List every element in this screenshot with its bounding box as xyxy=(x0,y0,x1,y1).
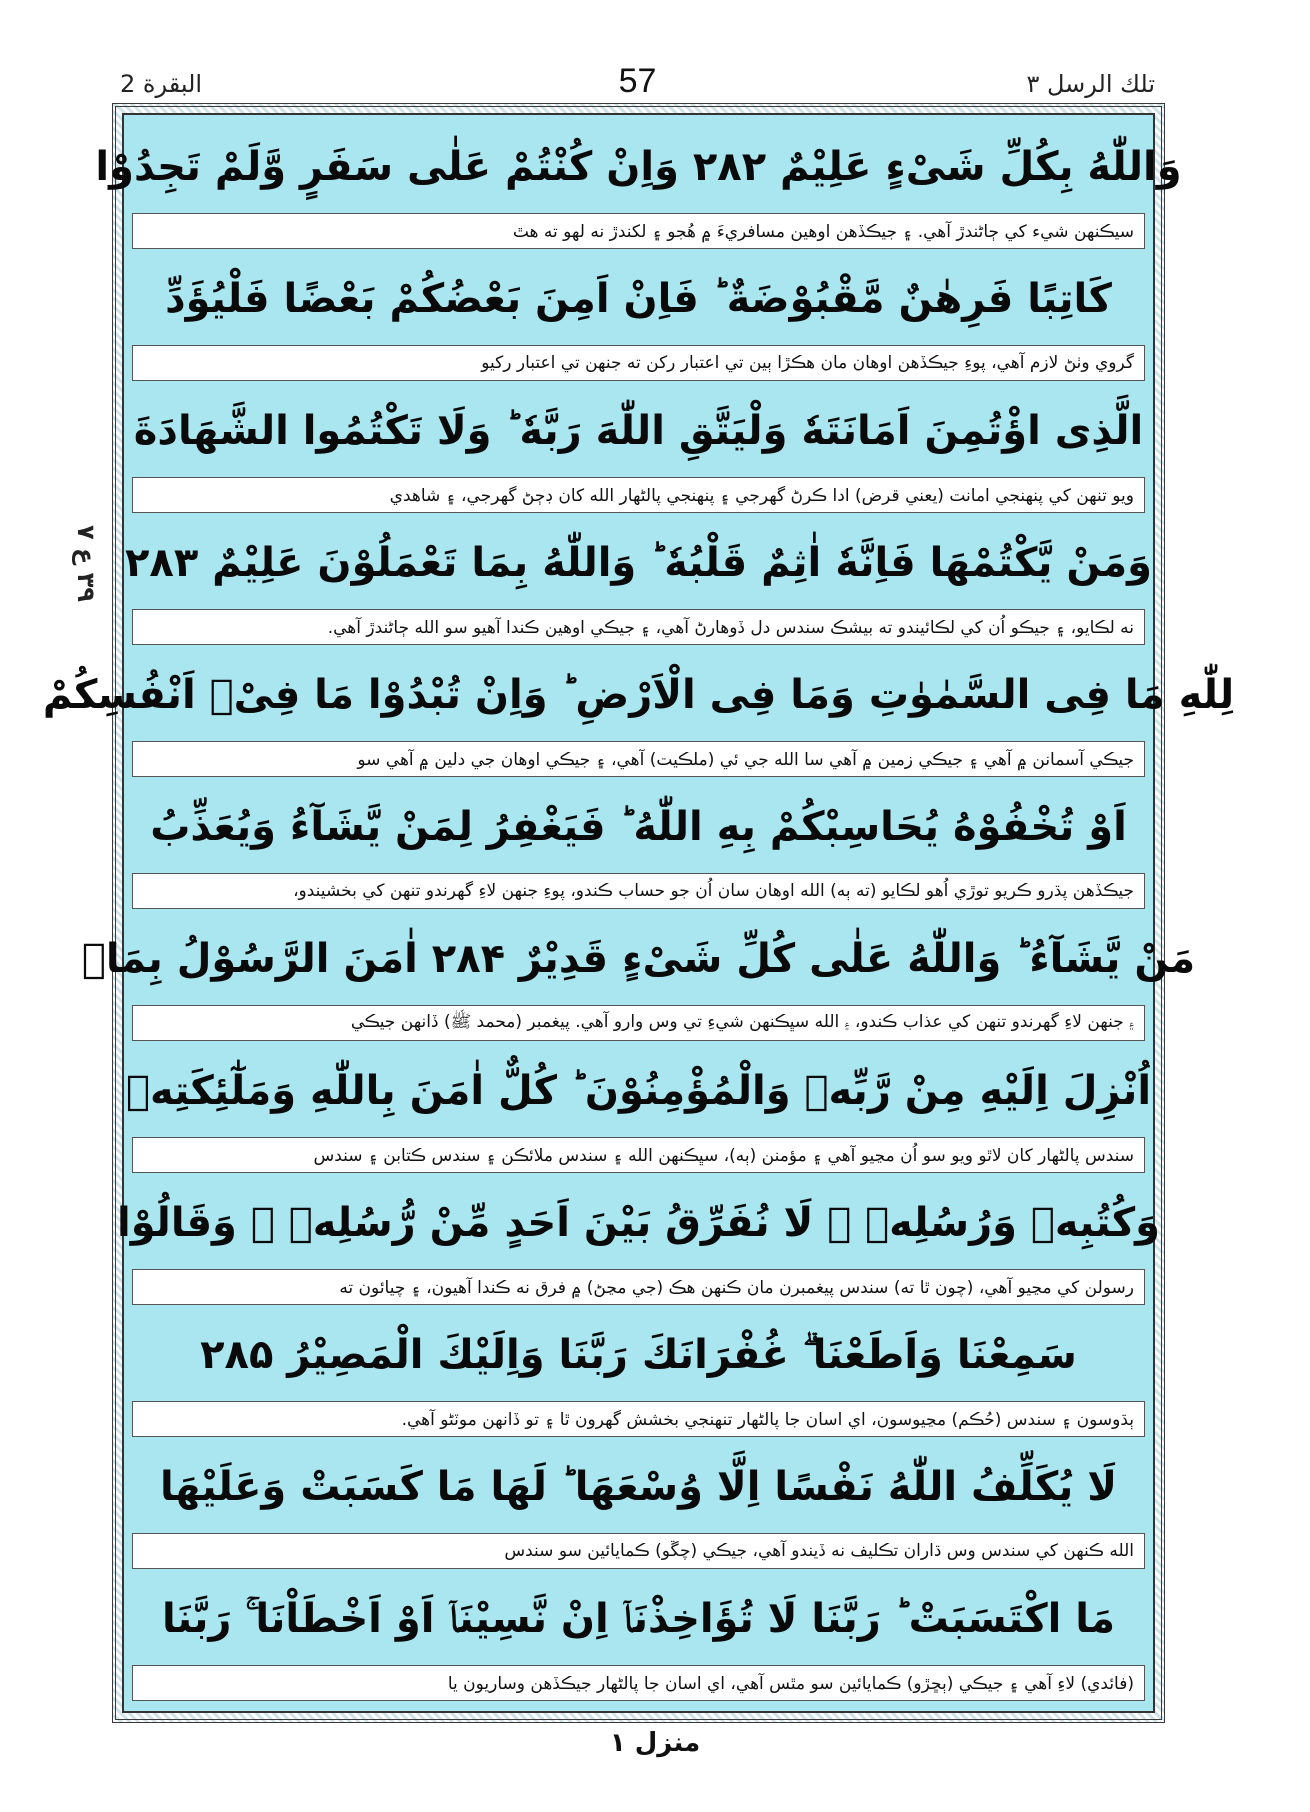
arabic-line: لِلّٰهِ مَا فِی السَّمٰوٰتِ وَمَا فِی الْاَرْضِ ؕ وَاِنْ تُبْدُوْا مَا فِیْۤ اَنْفُسِكُمْ xyxy=(42,672,1235,718)
translation-line: (فائدي) لاءِ آهي ۽ جيڪي (ٻڇڙو) ڪمايائين سو مٿس آهي، اي اسان جا پالڻهار جيڪڏهن وساريون يا xyxy=(132,1665,1145,1701)
arabic-line: اُنْزِلَ اِلَیْهِ مِنْ رَّبِّهٖ وَالْمُؤْمِنُوْنَ ؕ كُلٌّ اٰمَنَ بِاللّٰهِ وَمَلٰٓئِكَتِهٖ xyxy=(125,1068,1152,1114)
translation-line: ٻڌوسون ۽ سندس (حُڪم) مڃيوسون، اي اسان جا پالڻهار تنهنجي بخشش گهرون ٿا ۽ تو ڏانهن موٽڻو آهي. xyxy=(132,1401,1145,1437)
translation-line: گروي وٺڻ لازم آهي، پوءِ جيڪڏهن اوهان مان هڪڙا ٻين تي اعتبار رکن ته جنهن تي اعتبار رکيو xyxy=(132,345,1145,381)
translation-line: رسولن کي مڃيو آهي، (چون ٿا ته) سندس پيغمبرن مان ڪنهن هڪ (جي مڃڻ) ۾ فرق نه ڪندا آهيون، ۽ چيائون ته xyxy=(132,1269,1145,1305)
verse-block xyxy=(125,1045,1152,1177)
translation-line: جيڪڏهن پڌرو ڪريو توڙي اُهو لڪايو (ته ٻه) الله اوهان سان اُن جو حساب ڪندو، پوءِ جنهن لاءِ گهرندو تنهن کي بخشيندو، xyxy=(132,873,1145,909)
verse-block xyxy=(132,1573,1145,1705)
arabic-line: اَوْ تُخْفُوْهُ یُحَاسِبْكُمْ بِهِ اللّٰهُ ؕ فَیَغْفِرُ لِمَنْ یَّشَآءُ وَیُعَذِّبُ xyxy=(150,804,1127,850)
verse-block xyxy=(132,385,1145,517)
verse-block xyxy=(132,781,1145,913)
juz-name: تلك الرسل ٣ xyxy=(1026,70,1155,98)
translation-line: نه لڪايو، ۽ جيڪو اُن کي لڪائيندو ته بيشڪ سندس دل ڏوهارڻ آهي، ۽ جيڪي اوهين ڪندا آهيو سو الله ڄاڻندڙ آهي. xyxy=(132,609,1145,645)
ruku-marker: ٣٩ ع ٧ xyxy=(72,525,100,603)
translation-line: جيڪي آسمانن ۾ آهي ۽ جيڪي زمين ۾ آهي سا الله جي ئي (ملڪيت) آهي، ۽ جيڪي اوهان جي دلين ۾ آهي سو xyxy=(132,741,1145,777)
arabic-line: وَاللّٰهُ بِكُلِّ شَیْءٍ عَلِیْمٌ ۲۸۲ وَاِنْ كُنْتُمْ عَلٰی سَفَرٍ وَّلَمْ تَجِدُوْا xyxy=(95,144,1182,190)
translation-line: ۽ جنهن لاءِ گهرندو تنهن کي عذاب ڪندو، ۽ الله سڀڪنهن شيءِ تي وس وارو آهي. پيغمبر (محمد ﷺ) ڏانهن جيڪي xyxy=(132,1005,1145,1041)
translation-line: سندس پالڻهار کان لاٿو ويو سو اُن مڃيو آهي ۽ مؤمنن (ٻه)، سڀڪنهن الله ۽ سندس ملائڪن ۽ سندس ڪتابن ۽ سندس xyxy=(132,1137,1145,1173)
verse-block xyxy=(132,1441,1145,1573)
verse-block xyxy=(95,121,1182,253)
verse-block xyxy=(124,517,1153,649)
arabic-line: كَاتِبًا فَرِهٰنٌ مَّقْبُوْضَةٌ ؕ فَاِنْ اَمِنَ بَعْضُكُمْ بَعْضًا فَلْیُؤَدِّ xyxy=(165,276,1112,322)
arabic-line: الَّذِی اؤْتُمِنَ اَمَانَتَهٗ وَلْیَتَّقِ اللّٰهَ رَبَّهٗ ؕ وَلَا تَكْتُمُوا الشَّهَادَةَ xyxy=(133,408,1144,454)
arabic-line: وَكُتُبِهٖ وَرُسُلِهٖ ۫ لَا نُفَرِّقُ بَیْنَ اَحَدٍ مِّنْ رُّسُلِهٖ ۫ وَقَالُوْا xyxy=(117,1200,1160,1246)
manzil-footer: منزل ١ xyxy=(609,1728,701,1758)
translation-line: ويو تنهن کي پنهنجي امانت (يعني قرض) ادا ڪرڻ گهرجي ۽ پنهنجي پالڻهار الله کان ڊڄڻ گهرجي، ۽ شاهدي xyxy=(132,477,1145,513)
arabic-line: سَمِعْنَا وَاَطَعْنَا ۗ غُفْرَانَكَ رَبَّنَا وَاِلَیْكَ الْمَصِیْرُ ۲۸۵ xyxy=(200,1332,1077,1378)
arabic-line: لَا یُكَلِّفُ اللّٰهُ نَفْسًا اِلَّا وُسْعَهَا ؕ لَهَا مَا كَسَبَتْ وَعَلَیْهَا xyxy=(160,1464,1117,1510)
verse-block xyxy=(132,1309,1145,1441)
arabic-line: مَا اكْتَسَبَتْ ؕ رَبَّنَا لَا تُؤَاخِذْنَاۤ اِنْ نَّسِیْنَاۤ اَوْ اَخْطَاْنَا ۚ رَبَّنَا xyxy=(162,1596,1115,1642)
verse-block xyxy=(81,913,1196,1045)
verse-block xyxy=(117,1177,1160,1309)
translation-line: سيڪنهن شيء کي ڄاڻندڙ آهي. ۽ جيڪڏهن اوهين مسافريءَ ۾ هُجو ۽ لکندڙ نه لهو ته هٿ xyxy=(132,213,1145,249)
surah-name: البقرة 2 xyxy=(120,70,203,98)
arabic-line: مَنْ یَّشَآءُ ؕ وَاللّٰهُ عَلٰی كُلِّ شَیْءٍ قَدِیْرٌ ۲۸۴ اٰمَنَ الرَّسُوْلُ بِمَاۤ xyxy=(81,936,1196,982)
verse-block xyxy=(132,253,1145,385)
verse-block xyxy=(42,649,1235,781)
translation-line: الله ڪنهن کي سندس وس ڌاران تڪليف نه ڏيندو آهي، جيڪي (چڱو) ڪمايائين سو سندس xyxy=(132,1533,1145,1569)
page-number: 57 xyxy=(618,62,657,100)
arabic-line: وَمَنْ یَّكْتُمْهَا فَاِنَّهٗ اٰثِمٌ قَلْبُهٗ ؕ وَاللّٰهُ بِمَا تَعْمَلُوْنَ عَلِیْمٌ ۲۸۳ xyxy=(124,540,1153,586)
